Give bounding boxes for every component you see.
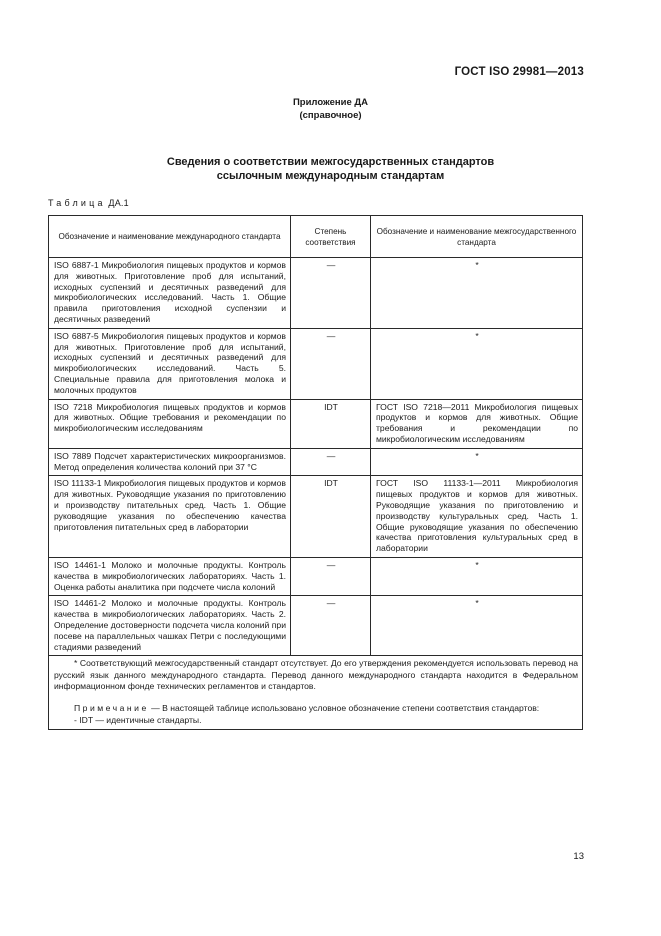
appendix-heading bbox=[0, 96, 661, 122]
note-text: — В настоящей таблице использовано условное обозначение степени соответствия стандартов: bbox=[151, 703, 540, 714]
table-label-word: Таблица bbox=[48, 198, 106, 208]
table-footnote: * Соответствующий межгосударственный стандарт отсутствует. До его утверждения рекомендуется использовать перевод на русский язык данного международного стандарта. Перевод данного международного стандарта находится в Федеральном информационном фонде технических регламентов и стандартов. bbox=[54, 658, 578, 692]
header-international: Обозначение и наименование международного стандарта bbox=[49, 216, 291, 258]
table-row bbox=[49, 258, 583, 329]
cell-degree: — bbox=[291, 596, 371, 656]
table-row bbox=[49, 399, 583, 448]
cell-interstate: * bbox=[371, 557, 583, 595]
cell-degree: IDT bbox=[291, 476, 371, 558]
table-row bbox=[49, 596, 583, 656]
cell-degree: IDT bbox=[291, 399, 371, 448]
note-label: Примечание bbox=[74, 703, 149, 714]
cell-international: ISO 14461-2 Молоко и молочные продукты. Контроль качества в микробиологических лабораториях. Часть 2. Определение достоверности подсчета числа колоний при посеве на параллельных чашках Петри с последующими стадиями разведений bbox=[49, 596, 291, 656]
page-title-line1: Сведения о соответствии межгосударственных стандартов bbox=[166, 156, 495, 168]
table-row bbox=[49, 476, 583, 558]
cell-degree: — bbox=[291, 448, 371, 476]
cell-interstate: ГОСТ ISO 11133-1—2011 Микробиология пищевых продуктов и кормов для животных. Руководящие указания по приготовлению и производству культуральных сред. Часть 1. Общие руководящие указания по обеспечению качества приготовления культуральных сред в лаборатории bbox=[371, 476, 583, 558]
cell-interstate: * bbox=[371, 328, 583, 399]
cell-international: ISO 7218 Микробиология пищевых продуктов и кормов для животных. Общие требования и рекомендации по микробиологическим исследованиям bbox=[49, 399, 291, 448]
table-header-row bbox=[49, 216, 583, 258]
header-interstate: Обозначение и наименование межгосударственного стандарта bbox=[371, 216, 583, 258]
cell-interstate: * bbox=[371, 596, 583, 656]
page-title bbox=[0, 155, 661, 183]
appendix-subtitle: (справочное) bbox=[299, 110, 362, 121]
document-code: ГОСТ ISO 29981—2013 bbox=[454, 66, 584, 78]
cell-interstate: * bbox=[371, 448, 583, 476]
page-title-line2: ссылочным международным стандартам bbox=[216, 170, 445, 182]
header-degree: Степень соответствия bbox=[291, 216, 371, 258]
table-row bbox=[49, 448, 583, 476]
page-number: 13 bbox=[573, 851, 584, 862]
note-item: - IDT — идентичные стандарты. bbox=[74, 714, 202, 725]
table-note bbox=[54, 703, 578, 715]
cell-degree: — bbox=[291, 557, 371, 595]
cell-degree: — bbox=[291, 258, 371, 329]
cell-interstate: * bbox=[371, 258, 583, 329]
table-row bbox=[49, 328, 583, 399]
table-label-number: ДА.1 bbox=[108, 198, 129, 208]
table-row bbox=[49, 557, 583, 595]
appendix-title: Приложение ДА bbox=[292, 97, 369, 108]
table-notes bbox=[49, 656, 583, 730]
table-label bbox=[48, 198, 129, 208]
cell-degree: — bbox=[291, 328, 371, 399]
cell-international: ISO 6887-5 Микробиология пищевых продуктов и кормов для животных. Приготовление проб для испытаний, исходных суспензий и десятичных разведений для микробиологических исследований. Часть 5. Специальные правила для приготовления молока и молочных продуктов bbox=[49, 328, 291, 399]
table-notes-row bbox=[49, 656, 583, 730]
cell-international: ISO 11133-1 Микробиология пищевых продуктов и кормов для животных. Руководящие указания по приготовлению и производству питательных сред. Часть 1. Общие руководящие указания по обеспечению качества приготовления питательных сред в лаборатории bbox=[49, 476, 291, 558]
cell-interstate: ГОСТ ISO 7218—2011 Микробиология пищевых продуктов и кормов для животных. Общие требования и рекомендации по микробиологическим исследованиям bbox=[371, 399, 583, 448]
cell-international: ISO 7889 Подсчет характеристических микроорганизмов. Метод определения количества колоний при 37 °С bbox=[49, 448, 291, 476]
cell-international: ISO 14461-1 Молоко и молочные продукты. Контроль качества в микробиологических лабораториях. Часть 1. Оценка работы аналитика при подсчете числа колоний bbox=[49, 557, 291, 595]
cell-international: ISO 6887-1 Микробиология пищевых продуктов и кормов для животных. Приготовление проб для испытаний, исходных суспензий и десятичных разведений для микробиологических исследований. Часть 1. Общие правила приготовления исходной суспензии и десятичных разведений bbox=[49, 258, 291, 329]
correspondence-table bbox=[48, 215, 583, 730]
